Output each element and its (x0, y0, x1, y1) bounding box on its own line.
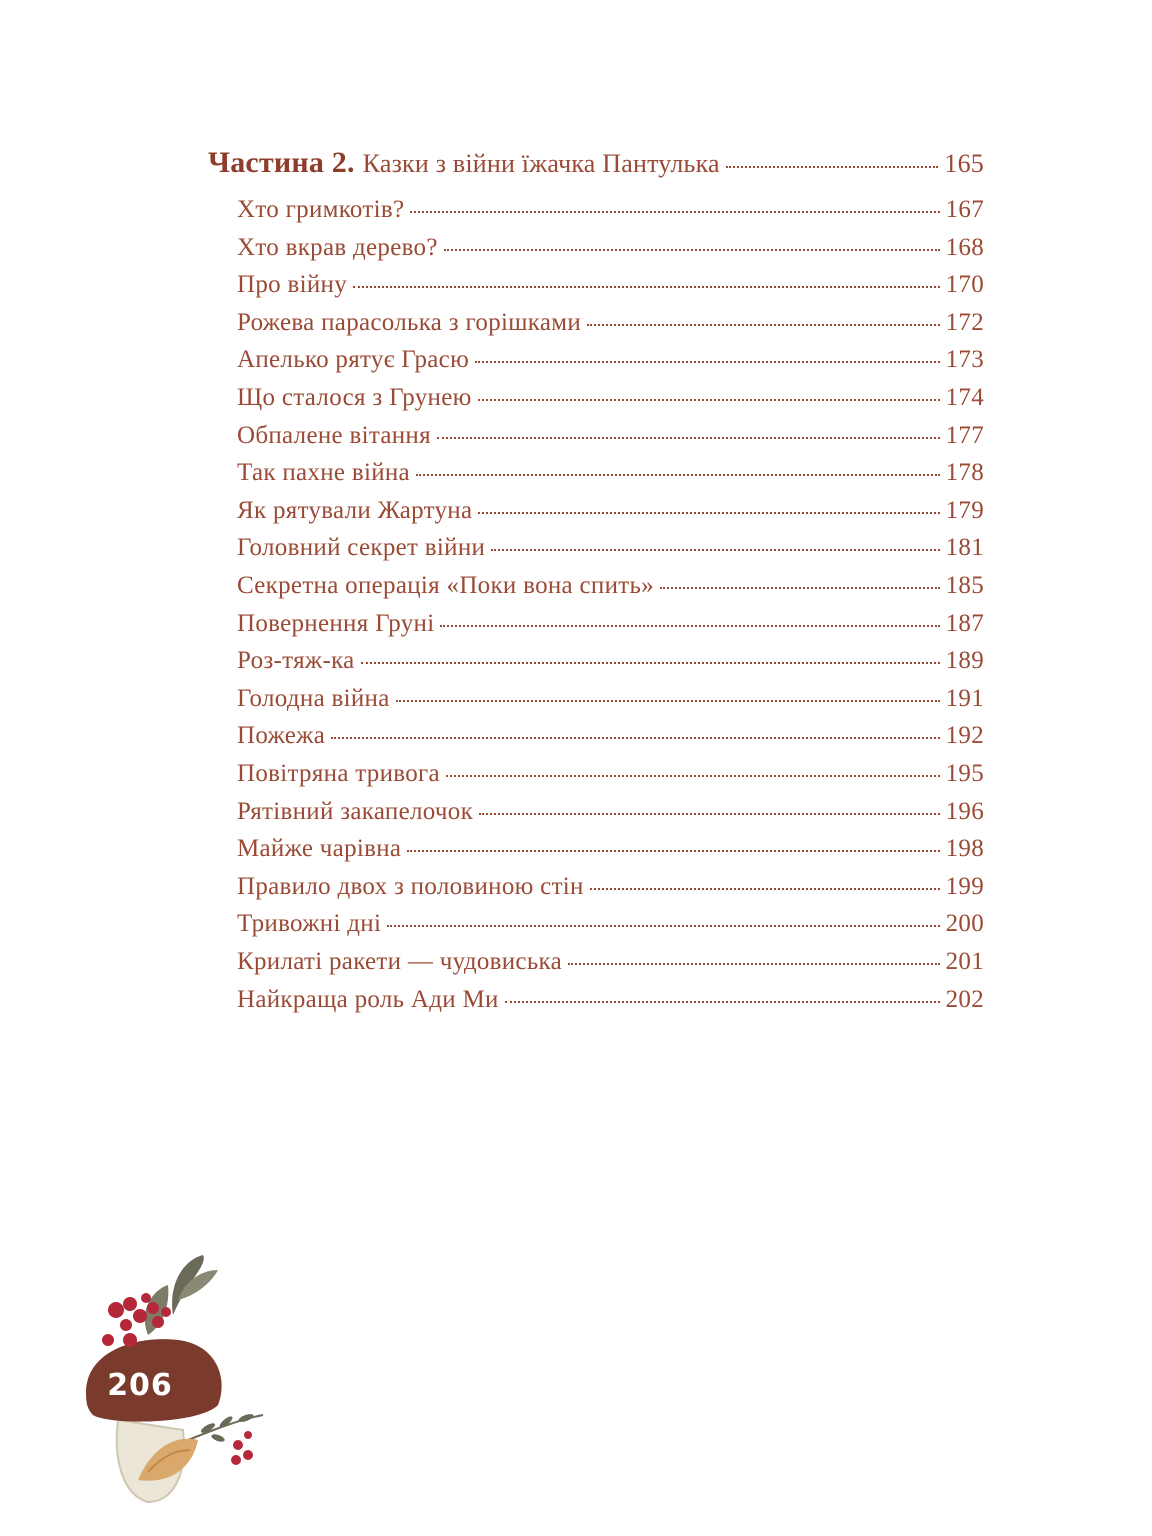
toc-entry[interactable] (237, 873, 984, 901)
dot-leader (660, 587, 940, 589)
dot-leader (361, 662, 940, 664)
toc-entry[interactable] (237, 647, 984, 675)
dot-leader (478, 399, 940, 401)
dot-leader (478, 512, 939, 514)
dot-leader (331, 737, 939, 739)
part-page-number: 165 (944, 149, 984, 178)
toc-entry[interactable] (237, 760, 984, 788)
entry-page-number: 173 (945, 346, 984, 374)
entry-title: Майже чарівна (237, 835, 402, 863)
entry-title: Рятівний закапелочок (237, 797, 474, 825)
dot-leader (387, 925, 939, 927)
entry-title: Апелько рятує Грасю (237, 346, 470, 374)
dot-leader (416, 474, 940, 476)
part-label: Частина 2. (208, 146, 355, 179)
dot-leader (475, 361, 940, 363)
entry-page-number: 192 (945, 722, 984, 750)
entry-title: Пожежа (237, 722, 326, 750)
toc-entry[interactable] (237, 309, 984, 337)
entry-page-number: 167 (945, 196, 984, 223)
dot-leader (353, 286, 940, 288)
toc-entry[interactable] (237, 384, 984, 412)
dot-leader (396, 700, 940, 702)
entry-page-number: 201 (945, 948, 984, 975)
entry-page-number: 198 (945, 835, 984, 863)
page-number: 206 (107, 1368, 173, 1403)
toc-entry[interactable] (237, 459, 984, 487)
entry-title: Повітряна тривога (237, 760, 440, 787)
entry-title: Що сталося з Грунею (237, 384, 472, 411)
toc-entry[interactable] (237, 196, 984, 224)
toc-entry[interactable] (237, 234, 984, 262)
entry-title: Хто гримкотів? (237, 196, 405, 223)
dot-leader (491, 549, 939, 551)
toc-entry[interactable] (237, 572, 984, 600)
entry-title: Обпалене вітання (237, 421, 431, 449)
entry-page-number: 170 (945, 271, 984, 299)
toc-entry[interactable] (237, 722, 984, 750)
entry-page-number: 177 (945, 421, 984, 449)
dot-leader (407, 850, 939, 852)
entry-page-number: 179 (945, 496, 984, 524)
dot-leader (726, 166, 939, 168)
toc-entry[interactable] (237, 610, 984, 638)
entry-title: Тривожні дні (237, 910, 382, 938)
entry-page-number: 185 (945, 572, 984, 599)
dot-leader (505, 1001, 940, 1003)
toc-entry[interactable] (237, 534, 984, 562)
toc-entry[interactable] (237, 835, 984, 863)
entry-title: Хто вкрав дерево? (237, 233, 438, 261)
entry-title: Правило двох з половиною стін (237, 872, 584, 900)
dot-leader (437, 437, 940, 439)
dot-leader (479, 813, 940, 815)
dot-leader (440, 625, 939, 627)
dot-leader (587, 324, 940, 326)
entry-title: Як рятували Жартуна (237, 496, 473, 524)
entry-page-number: 189 (945, 647, 984, 675)
dot-leader (568, 963, 940, 965)
toc-entry[interactable] (237, 910, 984, 938)
entry-title: Про війну (237, 271, 348, 299)
entry-page-number: 178 (945, 459, 984, 487)
toc-entry[interactable] (237, 986, 984, 1014)
toc-entry[interactable] (237, 948, 984, 976)
toc-entry[interactable] (237, 685, 984, 713)
entry-title: Роз-тяж-ка (237, 647, 355, 675)
entry-title: Так пахне війна (237, 459, 410, 487)
toc-entry[interactable] (237, 271, 984, 299)
part-heading-row[interactable] (208, 146, 984, 180)
entry-title: Найкраща роль Ади Ми (237, 985, 499, 1013)
entry-page-number: 181 (945, 534, 984, 562)
entry-title: Головний секрет війни (237, 534, 486, 562)
entry-page-number: 200 (945, 910, 984, 938)
toc-entry[interactable] (237, 422, 984, 450)
entry-page-number: 202 (945, 985, 984, 1013)
entry-title: Голодна війна (237, 684, 390, 712)
branch-icon (188, 1412, 263, 1443)
entry-page-number: 172 (945, 308, 984, 336)
toc-entry[interactable] (237, 497, 984, 525)
toc-entry[interactable] (237, 798, 984, 826)
entry-page-number: 191 (945, 684, 984, 712)
entry-title: Крилаті ракети — чудовиська (237, 948, 562, 975)
dot-leader (590, 888, 940, 890)
entry-page-number: 174 (945, 384, 984, 411)
entry-page-number: 195 (945, 760, 984, 787)
entry-title: Повернення Груні (237, 609, 435, 637)
entry-page-number: 196 (945, 797, 984, 825)
dot-leader (410, 211, 939, 213)
entry-page-number: 199 (945, 872, 984, 900)
dot-leader (446, 775, 940, 777)
entry-page-number: 187 (945, 609, 984, 637)
part-title: Казки з війни їжачка Пантулька (362, 149, 720, 178)
entry-title: Рожева парасолька з горішками (237, 308, 582, 336)
toc-entry[interactable] (237, 346, 984, 374)
dot-leader (444, 249, 940, 251)
entry-title: Секретна операція «Поки вона спить» (237, 572, 654, 599)
entry-page-number: 168 (945, 233, 984, 261)
